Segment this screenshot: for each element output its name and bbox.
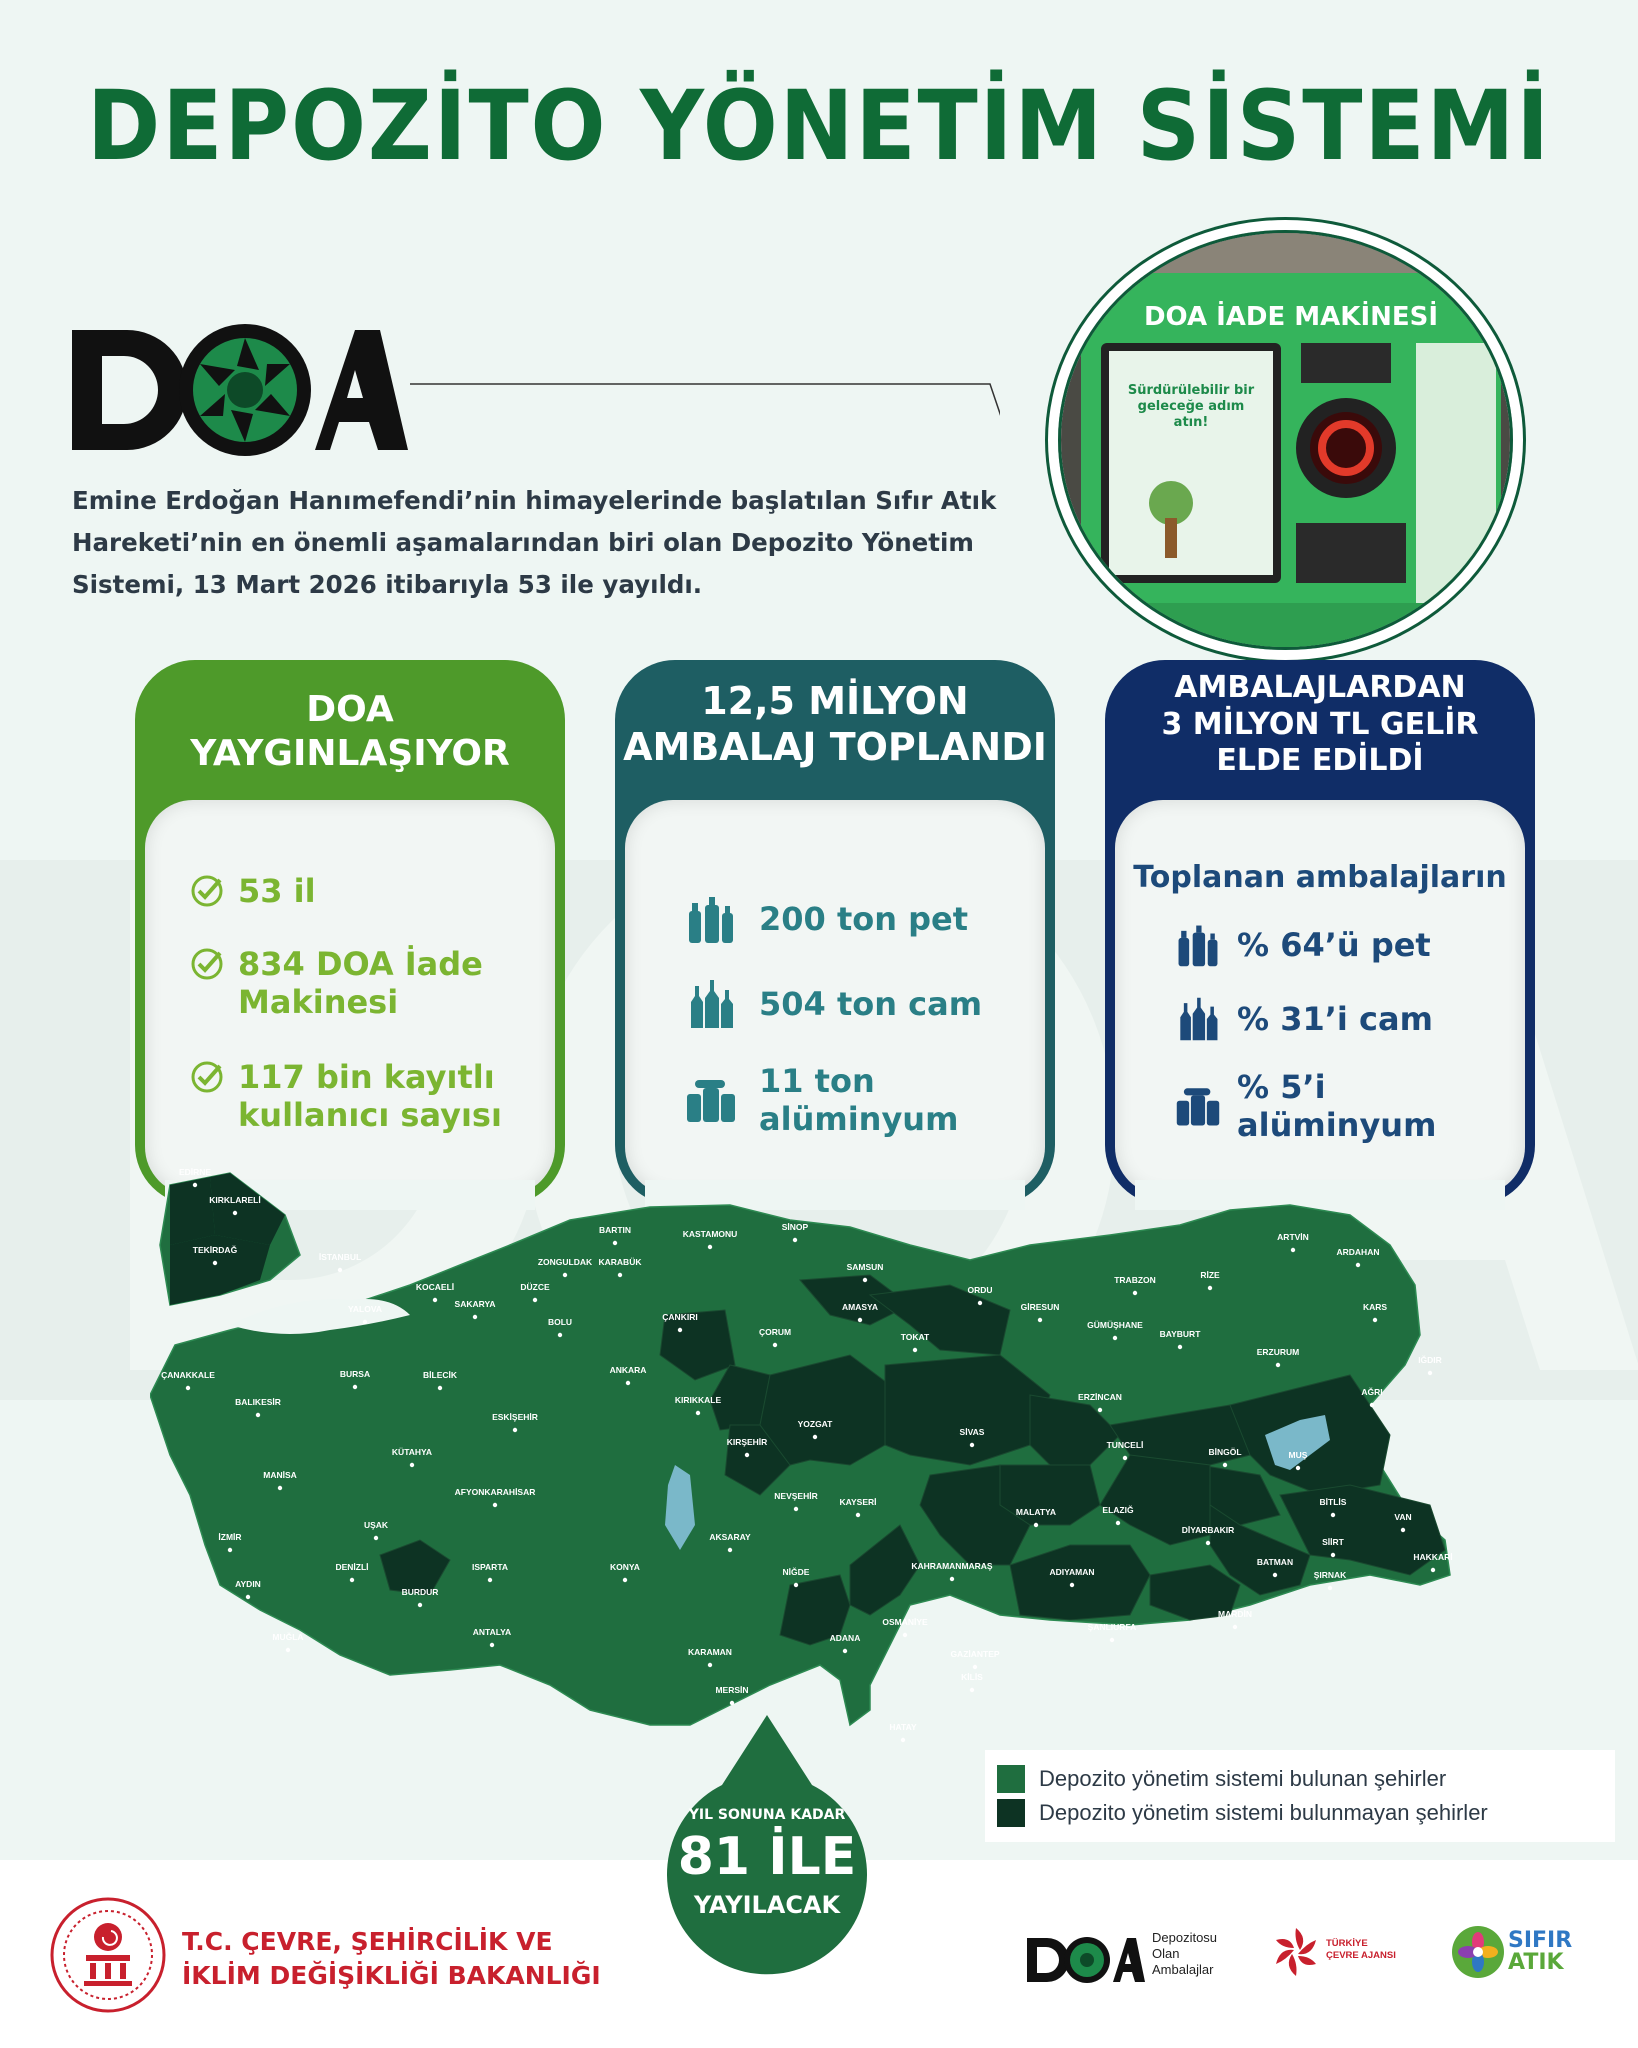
province-marker [813, 1435, 817, 1439]
province-label: DENİZLİ [335, 1562, 369, 1572]
province-label: VAN [1394, 1512, 1412, 1522]
ministry-line: İKLİM DEĞİŞİKLİĞİ BAKANLIĞI [182, 1961, 601, 1990]
card-title-line: 3 MİLYON TL GELİR [1161, 706, 1479, 742]
province-label: TEKİRDAĞ [192, 1245, 238, 1255]
share-glass [1175, 996, 1433, 1042]
stat-text: % 5’i alüminyum [1237, 1068, 1437, 1144]
province-label: AYDIN [235, 1579, 261, 1589]
province-label: KAYSERİ [839, 1497, 877, 1507]
card-title [1105, 670, 1535, 780]
province-marker [1133, 1291, 1137, 1295]
province-label: KOCAELİ [415, 1282, 455, 1292]
province-label: GÜMÜŞHANE [1087, 1320, 1143, 1330]
stat-text: Makinesi [238, 983, 399, 1021]
province-marker [1113, 1336, 1117, 1340]
province-label: BOLU [547, 1317, 573, 1327]
province-label: KIRŞEHİR [726, 1437, 768, 1447]
province-marker [473, 1315, 477, 1319]
machine-title: DOA İADE MAKİNESİ [1143, 302, 1439, 332]
province-label: RİZE [1200, 1270, 1220, 1280]
province-label: BİNGÖL [1208, 1447, 1242, 1457]
province-marker [626, 1381, 630, 1385]
intro-line: Hareketi’nin en önemli aşamalarından biri olan Depozito Yönetim [72, 528, 974, 557]
stat-glass [685, 978, 982, 1030]
return-machine-photo [1058, 230, 1513, 650]
province-label: TOKAT [900, 1332, 930, 1342]
province-marker [794, 1583, 798, 1587]
province-marker [1370, 1403, 1374, 1407]
province-label: SİİRT [1322, 1537, 1344, 1547]
province-marker [901, 1738, 905, 1742]
province-marker [696, 1411, 700, 1415]
stat-text: 11 ton alüminyum [759, 1062, 959, 1138]
province-marker [338, 1268, 342, 1272]
province-label: MUĞLA [272, 1632, 304, 1642]
province-label: SAKARYA [454, 1299, 496, 1309]
intro-line: Sistemi, 13 Mart 2026 itibarıyla 53 ile yayıldı. [72, 570, 703, 599]
province-marker [490, 1643, 494, 1647]
badge-line: 81 İLE [677, 1827, 857, 1887]
card-title-line: YAYGINLAŞIYOR [190, 732, 510, 774]
province-marker [256, 1413, 260, 1417]
province-label: ARDAHAN [1336, 1247, 1380, 1257]
province-marker [286, 1648, 290, 1652]
card-doa-spreading [135, 660, 565, 1205]
doa-caption-line: Olan [1152, 1946, 1180, 1961]
province-marker [730, 1701, 734, 1705]
province-marker [1070, 1583, 1074, 1587]
share-pet [1175, 922, 1431, 968]
map-legend [985, 1750, 1615, 1842]
stat-provinces [190, 872, 316, 910]
card-revenue [1105, 660, 1535, 1205]
province-marker [858, 1318, 862, 1322]
province-marker [794, 1507, 798, 1511]
stat-text: 834 DOA İade [238, 945, 483, 983]
province-label: UŞAK [363, 1520, 389, 1530]
stat-text: kullanıcı sayısı [238, 1096, 502, 1134]
stat-text: 504 ton cam [759, 985, 983, 1023]
province-marker [350, 1578, 354, 1582]
page-title: DEPOZİTO YÖNETİM SİSTEMİ [87, 70, 1551, 182]
province-label: MALATYA [1015, 1507, 1057, 1517]
legend-label: Depozito yönetim sistemi bulunmayan şehirler [1039, 1800, 1488, 1825]
province-label: ERZURUM [1256, 1347, 1300, 1357]
province-marker [1428, 1371, 1432, 1375]
province-label: HAKKARİ [1413, 1552, 1453, 1562]
province-label: SİNOP [781, 1222, 809, 1232]
province-marker [1373, 1318, 1377, 1322]
doa-caption-line: Depozitosu [1152, 1930, 1218, 1945]
province-marker [1206, 1541, 1210, 1545]
province-label: KIRKLARELİ [209, 1195, 261, 1205]
province-label: KIRIKKALE [674, 1395, 722, 1405]
province-marker [488, 1578, 492, 1582]
province-label: DİYARBAKIR [1181, 1525, 1235, 1535]
province-marker [513, 1428, 517, 1432]
province-marker [493, 1503, 497, 1507]
province-marker [1116, 1521, 1120, 1525]
glass-bottles-icon [685, 978, 737, 1030]
pet-bottles-icon [1175, 922, 1221, 968]
intro-paragraph [72, 480, 1072, 606]
turkiye-cevre-ajansi-logo [1272, 1924, 1320, 1980]
province-marker [843, 1649, 847, 1653]
province-label: SAMSUN [846, 1262, 884, 1272]
sifir-atik-logo [1450, 1924, 1506, 1980]
intro-line: Emine Erdoğan Hanımefendi’nin himayelerinde başlatılan Sıfır Atık [72, 486, 997, 515]
province-marker [410, 1463, 414, 1467]
province-marker [558, 1333, 562, 1337]
check-circle-icon [190, 874, 224, 908]
province-marker [856, 1513, 860, 1517]
province-label: EDİRNE [178, 1167, 212, 1177]
stat-text: % 31’i cam [1237, 1000, 1433, 1038]
province-label: BİLECİK [423, 1370, 457, 1380]
aluminium-cans-icon [685, 1074, 737, 1126]
province-label: TRABZON [1114, 1275, 1156, 1285]
province-marker [708, 1663, 712, 1667]
province-marker [433, 1298, 437, 1302]
ministry-seal [48, 1895, 168, 2015]
stat-aluminium [685, 1062, 1055, 1138]
province-label: NEVŞEHİR [774, 1491, 818, 1501]
province-marker [228, 1548, 232, 1552]
check-circle-icon [190, 1060, 224, 1094]
revenue-subtitle: Toplanan ambalajların [1133, 860, 1507, 895]
province-marker [613, 1241, 617, 1245]
province-marker [353, 1385, 357, 1389]
province-label: OSMANİYE [882, 1617, 928, 1627]
card-title-line: AMBALAJLARDAN [1174, 670, 1466, 705]
stat-users [190, 1058, 502, 1134]
province-marker [533, 1298, 537, 1302]
province-label: ZONGULDAK [537, 1257, 593, 1267]
province-marker [1331, 1513, 1335, 1517]
province-label: AKSARAY [709, 1532, 751, 1542]
province-label: KİLİS [961, 1672, 983, 1682]
province-marker [1276, 1363, 1280, 1367]
province-marker [1223, 1463, 1227, 1467]
province-label: ESKİŞEHİR [492, 1412, 538, 1422]
province-marker [1178, 1345, 1182, 1349]
stat-text: 200 ton pet [759, 900, 969, 938]
province-marker [970, 1688, 974, 1692]
province-marker [438, 1386, 442, 1390]
province-label: KAHRAMANMARAŞ [911, 1561, 993, 1571]
province-marker [1356, 1263, 1360, 1267]
province-marker [1328, 1586, 1332, 1590]
province-marker [678, 1328, 682, 1332]
legend-swatch [997, 1799, 1025, 1827]
province-marker [903, 1633, 907, 1637]
province-label: İZMİR [218, 1532, 242, 1542]
doa-caption-line: Ambalajlar [1152, 1962, 1214, 1977]
connector-line [410, 383, 1000, 443]
province-label: ORDU [967, 1285, 993, 1295]
province-label: NİĞDE [782, 1567, 810, 1577]
province-marker [418, 1603, 422, 1607]
share-aluminium [1175, 1068, 1535, 1144]
province-label: ISPARTA [471, 1562, 509, 1572]
province-label: ADIYAMAN [1049, 1567, 1095, 1577]
province-label: AMASYA [841, 1302, 879, 1312]
stat-text: 53 il [238, 872, 316, 910]
card-packages-collected [615, 660, 1055, 1205]
stat-text: 117 bin kayıtlı [238, 1058, 495, 1096]
province-marker [193, 1183, 197, 1187]
province-label: MERSİN [715, 1685, 749, 1695]
province-label: ARTVİN [1277, 1232, 1309, 1242]
province-label: ÇANKIRI [662, 1312, 698, 1322]
province-marker [773, 1343, 777, 1347]
province-label: SİVAS [959, 1427, 985, 1437]
province-label: DÜZCE [520, 1282, 550, 1292]
province-label: MARDİN [1218, 1609, 1252, 1619]
province-marker [708, 1245, 712, 1249]
card-title [615, 678, 1055, 771]
province-label: ÇORUM [758, 1327, 792, 1337]
province-label: KARAMAN [688, 1647, 732, 1657]
province-marker [1296, 1466, 1300, 1470]
province-marker [278, 1486, 282, 1490]
legend-item-with-system [997, 1762, 1603, 1796]
province-marker [745, 1453, 749, 1457]
province-marker [1123, 1456, 1127, 1460]
province-label: BATMAN [1256, 1557, 1294, 1567]
province-label: IĞDIR [1418, 1355, 1442, 1365]
province-marker [1038, 1318, 1042, 1322]
province-label: KONYA [610, 1562, 640, 1572]
province-label: ŞIRNAK [1313, 1570, 1347, 1580]
province-marker [618, 1273, 622, 1277]
province-label: AĞRI [1361, 1387, 1383, 1397]
badge-line: YAYILACAK [693, 1891, 841, 1919]
province-marker [213, 1261, 217, 1265]
province-marker [978, 1301, 982, 1305]
stat-text: % 64’ü pet [1237, 926, 1431, 964]
doa-logo [70, 318, 410, 463]
province-label: MANİSA [263, 1470, 297, 1480]
province-label: MUŞ [1288, 1450, 1308, 1460]
check-circle-icon [190, 947, 224, 981]
province-label: KÜTAHYA [391, 1447, 433, 1457]
province-label: ÇANAKKALE [161, 1370, 215, 1380]
province-marker [728, 1548, 732, 1552]
province-marker [793, 1238, 797, 1242]
badge-line: YIL SONUNA KADAR [688, 1807, 846, 1823]
pet-bottles-icon [685, 893, 737, 945]
province-marker [1331, 1553, 1335, 1557]
stat-pet [685, 893, 968, 945]
province-marker [950, 1577, 954, 1581]
province-marker [246, 1595, 250, 1599]
province-marker [1034, 1523, 1038, 1527]
glass-bottles-icon [1175, 996, 1221, 1042]
province-label: ŞANLIURFA [1087, 1622, 1137, 1632]
card-title-line: DOA [306, 689, 394, 730]
sifir-atik-name [1508, 1930, 1572, 1974]
province-marker [1098, 1408, 1102, 1412]
province-marker [1431, 1568, 1435, 1572]
province-marker [1401, 1528, 1405, 1532]
doa-small-caption [1152, 1930, 1217, 1978]
turkiye-cevre-ajansi-name [1326, 1938, 1396, 1962]
province-label: KARS [1362, 1302, 1388, 1312]
card-title-line: 12,5 MİLYON [701, 679, 969, 723]
province-marker [1208, 1286, 1212, 1290]
province-label: KASTAMONU [682, 1229, 738, 1239]
province-label: BARTIN [598, 1225, 632, 1235]
province-marker [363, 1320, 367, 1324]
province-marker [1233, 1625, 1237, 1629]
province-label: İSTANBUL [318, 1252, 362, 1262]
card-title [135, 688, 565, 776]
legend-label: Depozito yönetim sistemi bulunan şehirler [1039, 1766, 1447, 1791]
province-marker [1110, 1638, 1114, 1642]
sa-line: ATIK [1508, 1950, 1564, 1975]
province-marker [563, 1273, 567, 1277]
province-label: ADANA [829, 1633, 861, 1643]
legend-swatch [997, 1765, 1025, 1793]
stat-machines [190, 945, 483, 1021]
province-label: BİTLİS [1319, 1497, 1347, 1507]
province-label: BALIKESİR [235, 1397, 281, 1407]
province-marker [186, 1386, 190, 1390]
province-label: YOZGAT [797, 1419, 833, 1429]
province-label: ELAZIĞ [1102, 1505, 1134, 1515]
province-label: YALOVA [347, 1304, 383, 1314]
province-marker [374, 1536, 378, 1540]
province-label: TUNCELİ [1106, 1440, 1144, 1450]
tca-line: ÇEVRE AJANSI [1326, 1950, 1396, 1961]
ministry-line: T.C. ÇEVRE, ŞEHİRCİLİK VE [182, 1927, 553, 1956]
province-marker [973, 1665, 977, 1669]
aluminium-cans-icon [1175, 1083, 1221, 1129]
tca-line: TÜRKİYE [1326, 1938, 1368, 1949]
province-label: GİRESUN [1020, 1302, 1060, 1312]
province-label: ERZİNCAN [1078, 1392, 1122, 1402]
province-label: GAZİANTEP [950, 1649, 1000, 1659]
province-label: KARABÜK [598, 1257, 642, 1267]
province-marker [970, 1443, 974, 1447]
card-title-line: ELDE EDİLDİ [1216, 743, 1424, 779]
legend-item-without-system [997, 1796, 1603, 1830]
province-marker [913, 1348, 917, 1352]
card-title-line: AMBALAJ TOPLANDI [623, 725, 1047, 770]
province-label: ANKARA [609, 1365, 647, 1375]
province-label: ANTALYA [472, 1627, 512, 1637]
province-marker [1291, 1248, 1295, 1252]
machine-screen-text: Sürdürülebilir bir geleceğe adım atın! [1127, 383, 1255, 430]
province-label: BAYBURT [1159, 1329, 1201, 1339]
province-marker [233, 1211, 237, 1215]
province-marker [623, 1578, 627, 1582]
ministry-name [182, 1925, 601, 1993]
sa-line: SIFIR [1508, 1928, 1573, 1953]
province-label: BURSA [339, 1369, 371, 1379]
province-marker [1273, 1573, 1277, 1577]
province-label: HATAY [889, 1722, 917, 1732]
province-marker [863, 1278, 867, 1282]
province-label: AFYONKARAHİSAR [454, 1487, 536, 1497]
province-label: BURDUR [401, 1587, 439, 1597]
target-badge [662, 1715, 872, 1985]
doa-small-logo [1025, 1932, 1145, 1988]
